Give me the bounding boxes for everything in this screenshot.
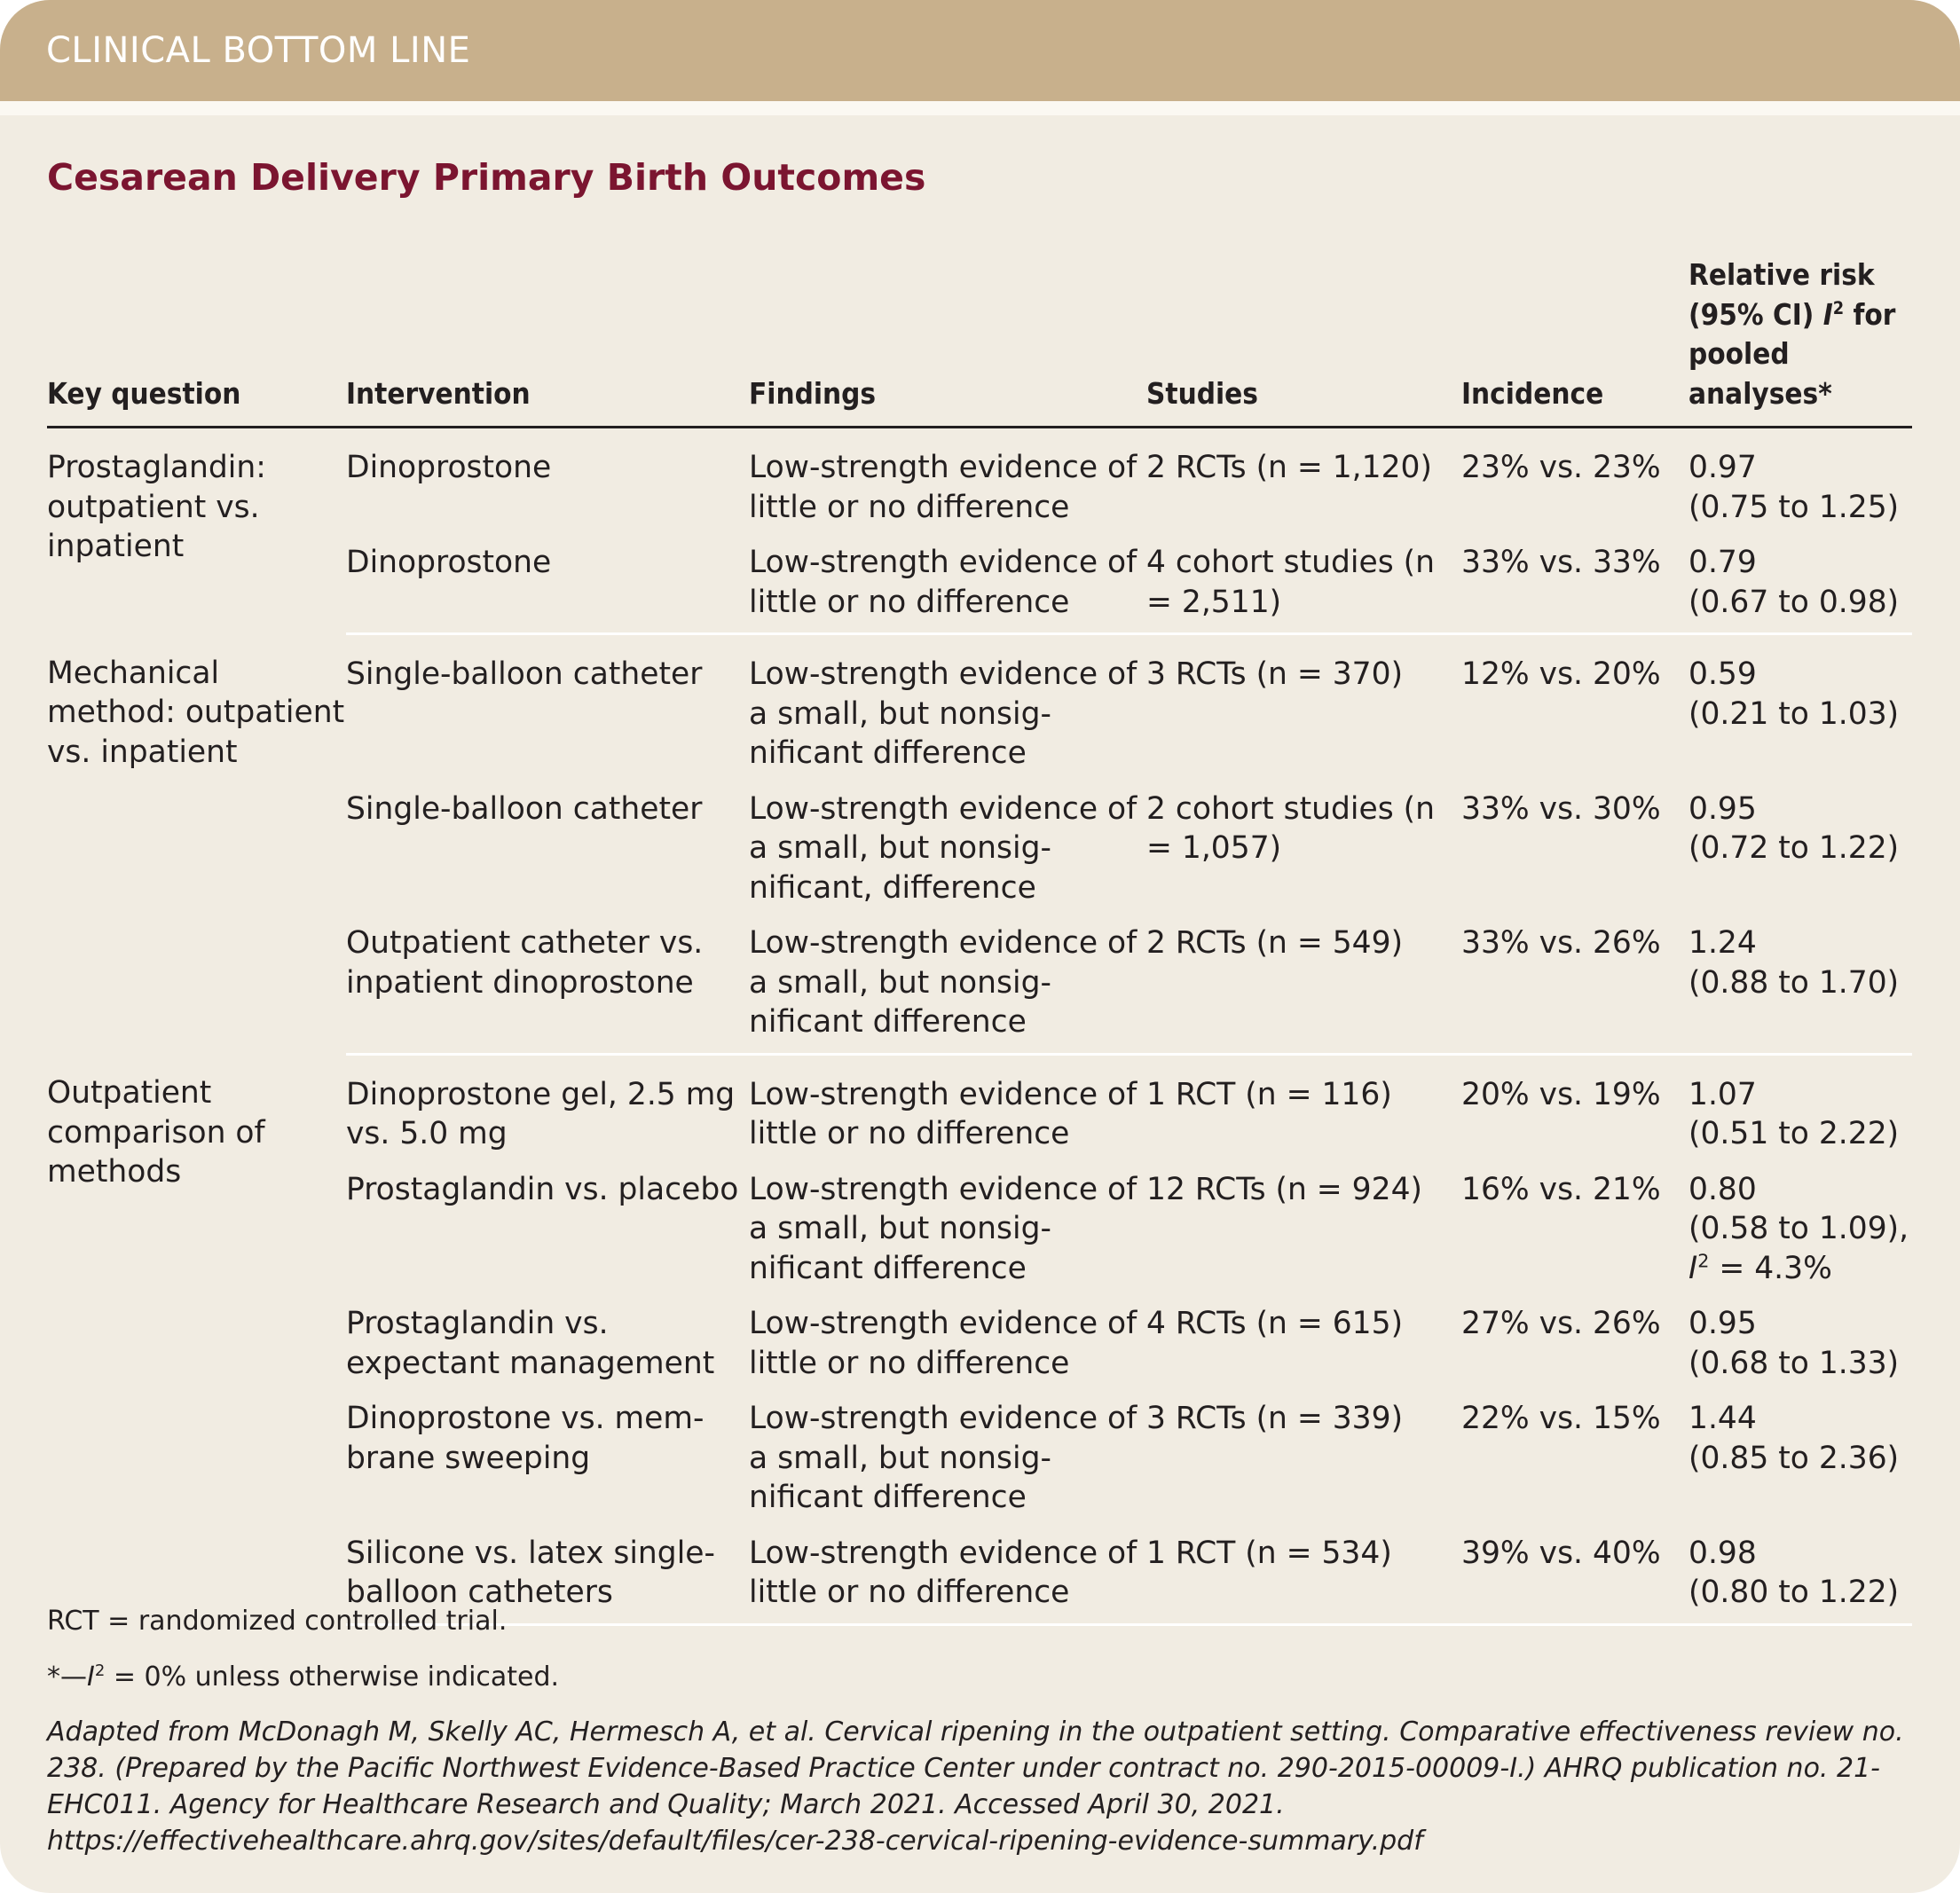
- incidence-cell: 23% vs. 23%: [1461, 450, 1661, 485]
- findings-cell: Low-strength evidence of a small, but nonsignificant, difference: [749, 790, 1137, 906]
- header-row: [47, 255, 1912, 428]
- relative-risk-cell: [1688, 1304, 1912, 1399]
- header-key-question: Key question: [47, 255, 346, 428]
- ci-value: (0.85 to 2.36): [1688, 1440, 1900, 1476]
- relative-risk-cell: [1688, 1054, 1912, 1170]
- relative-risk-cell: [1688, 543, 1912, 634]
- i2-sup: 2: [1697, 1250, 1710, 1271]
- intervention-cell: Silicone vs. latex single-balloon catheters: [346, 1534, 749, 1625]
- findings-cell: Low-strength evidence of a small, but nonsignificant difference: [749, 1171, 1137, 1286]
- header-intervention: Intervention: [346, 255, 749, 428]
- intervention-cell: Prostaglandin vs. expectant management: [346, 1306, 715, 1381]
- incidence-cell: 22% vs. 15%: [1461, 1401, 1661, 1436]
- ci-value: (0.75 to 1.25): [1688, 489, 1900, 525]
- header-studies: Studies: [1146, 255, 1461, 428]
- table-row: [47, 428, 1912, 544]
- i2-note-sup: 2: [94, 1661, 106, 1680]
- rr-value: 0.80: [1688, 1171, 1757, 1207]
- studies-cell: 2 RCTs (n = 1,120): [1146, 450, 1432, 485]
- header-incidence: Incidence: [1461, 255, 1688, 428]
- i2-letter: I: [1688, 1250, 1698, 1286]
- relative-risk-cell: [1688, 1170, 1912, 1305]
- intervention-cell: Dinoprostone vs. membrane sweeping: [346, 1401, 704, 1476]
- rr-value: 0.98: [1688, 1535, 1757, 1571]
- footnotes: [47, 1606, 1919, 1859]
- intervention-cell: Dinoprostone: [346, 450, 552, 485]
- ci-value: (0.68 to 1.33): [1688, 1345, 1900, 1381]
- abbreviation-note: RCT = randomized controlled trial.: [47, 1606, 508, 1637]
- rr-value: 0.97: [1688, 450, 1757, 485]
- relative-risk-cell: [1688, 789, 1912, 924]
- rr-value: 0.95: [1688, 1306, 1757, 1341]
- header-findings: Findings: [749, 255, 1146, 428]
- findings-cell: Low-strength evidence of a small, but nonsignificant difference: [749, 1401, 1137, 1515]
- i2-value: = 4.3%: [1709, 1250, 1832, 1286]
- table-row: [47, 1054, 1912, 1170]
- studies-cell: 2 RCTs (n = 549): [1146, 923, 1461, 1054]
- banner: [0, 0, 1960, 101]
- intervention-cell: Outpatient catheter vs. inpatient dinoprostone: [346, 923, 749, 1054]
- incidence-cell: 12% vs. 20%: [1461, 656, 1661, 692]
- content: [0, 156, 1960, 1610]
- key-question-cell: Outpatient comparison of methods: [47, 1075, 265, 1190]
- header-rr-line2-b: for: [1844, 296, 1896, 332]
- incidence-cell: 39% vs. 40%: [1461, 1534, 1688, 1625]
- ci-value: (0.88 to 1.70): [1688, 964, 1900, 1001]
- intervention-cell: Prostaglandin vs. placebo: [346, 1171, 739, 1207]
- outcomes-table: [47, 255, 1912, 1626]
- intervention-cell: Single-balloon catheter: [346, 790, 703, 827]
- findings-cell: Low-strength evidence of little or no difference: [749, 1534, 1146, 1625]
- banner-divider: [0, 101, 1960, 115]
- rr-value: 1.24: [1688, 925, 1757, 961]
- intervention-cell: Dinoprostone gel, 2.5 mg vs. 5.0 mg: [346, 1076, 736, 1151]
- relative-risk-cell: [1688, 428, 1912, 544]
- studies-cell: 3 RCTs (n = 370): [1146, 656, 1404, 692]
- header-rr-line3: pooled analyses*: [1688, 336, 1832, 411]
- ci-value: (0.58 to 1.09),: [1688, 1211, 1909, 1246]
- findings-cell: Low-strength evidence of little or no difference: [749, 543, 1146, 634]
- ci-value: (0.80 to 1.22): [1688, 1575, 1900, 1610]
- studies-cell: 1 RCT (n = 116): [1146, 1076, 1392, 1112]
- key-question-cell: Mechanical method: outpatient vs. inpatient: [47, 655, 345, 770]
- findings-cell: Low-strength evidence of a small, but nonsignificant difference: [749, 923, 1146, 1054]
- findings-cell: Low-strength evidence of little or no difference: [749, 450, 1137, 525]
- intervention-cell: Single-balloon catheter: [346, 656, 703, 692]
- relative-risk-cell: [1688, 1399, 1912, 1534]
- i2-note: [47, 1661, 1919, 1693]
- header-rr-sup: 2: [1832, 297, 1845, 318]
- rr-value: 1.44: [1688, 1401, 1757, 1436]
- incidence-cell: 16% vs. 21%: [1461, 1171, 1661, 1207]
- incidence-cell: 33% vs. 30%: [1461, 790, 1661, 827]
- ci-value: (0.72 to 1.22): [1688, 830, 1900, 866]
- banner-title: CLINICAL BOTTOM LINE: [46, 30, 471, 71]
- header-relative-risk: [1688, 255, 1912, 428]
- ci-value: (0.67 to 0.98): [1688, 584, 1900, 620]
- studies-cell: 3 RCTs (n = 339): [1146, 1401, 1404, 1436]
- studies-cell: 4 cohort studies (n = 2,511): [1146, 543, 1461, 634]
- header-rr-i: I: [1822, 296, 1833, 332]
- i2-note-prefix: *—: [47, 1661, 87, 1693]
- source-citation: Adapted from McDonagh M, Skelly AC, Hermesch A, et al. Cervical ripening in the outpatient setting. Comparative effectiveness review no. 238. (Prepared by the Pacific Northwest Evidence-Based Practice Center under contract no. 290-2015-00009-I.) AHRQ publication no. 21-EHC011. Agency for Healthcare Research and Quality; March 2021. Accessed April 30, 2021. https://effectivehealthcare.ahrq.gov/sites/default/files/cer-238-cervical-ripening-evidence-summary.pdf: [47, 1716, 1904, 1857]
- i2-note-rest: = 0% unless otherwise indicated.: [105, 1661, 560, 1693]
- findings-cell: Low-strength evidence of little or no difference: [749, 1076, 1137, 1151]
- findings-cell: Low-strength evidence of little or no difference: [749, 1306, 1137, 1381]
- intervention-cell: Dinoprostone: [346, 543, 749, 634]
- header-rr-line1: Relative risk: [1688, 257, 1875, 292]
- i2-note-letter: I: [87, 1661, 95, 1693]
- studies-cell: 2 cohort studies (n = 1,057): [1146, 790, 1435, 866]
- relative-risk-cell: [1688, 634, 1912, 789]
- ci-value: (0.51 to 2.22): [1688, 1116, 1900, 1151]
- incidence-cell: 33% vs. 33%: [1461, 543, 1688, 634]
- ci-value: (0.21 to 1.03): [1688, 695, 1900, 732]
- key-question-cell: Prostaglandin: outpatient vs. inpatient: [47, 450, 266, 564]
- rr-value: 1.07: [1688, 1076, 1757, 1112]
- table-title: Cesarean Delivery Primary Birth Outcomes: [47, 156, 926, 199]
- table-row: [47, 634, 1912, 789]
- rr-value: 0.79: [1688, 545, 1757, 580]
- rr-value: 0.59: [1688, 656, 1757, 692]
- studies-cell: 4 RCTs (n = 615): [1146, 1306, 1404, 1341]
- incidence-cell: 20% vs. 19%: [1461, 1076, 1661, 1112]
- header-rr-line2-a: (95% CI): [1688, 296, 1823, 332]
- relative-risk-cell: [1688, 923, 1912, 1054]
- incidence-cell: 33% vs. 26%: [1461, 923, 1688, 1054]
- studies-cell: 12 RCTs (n = 924): [1146, 1171, 1422, 1207]
- incidence-cell: 27% vs. 26%: [1461, 1306, 1661, 1341]
- findings-cell: Low-strength evidence of a small, but nonsignificant difference: [749, 656, 1137, 771]
- rr-value: 0.95: [1688, 790, 1757, 827]
- studies-cell: 1 RCT (n = 534): [1146, 1534, 1461, 1625]
